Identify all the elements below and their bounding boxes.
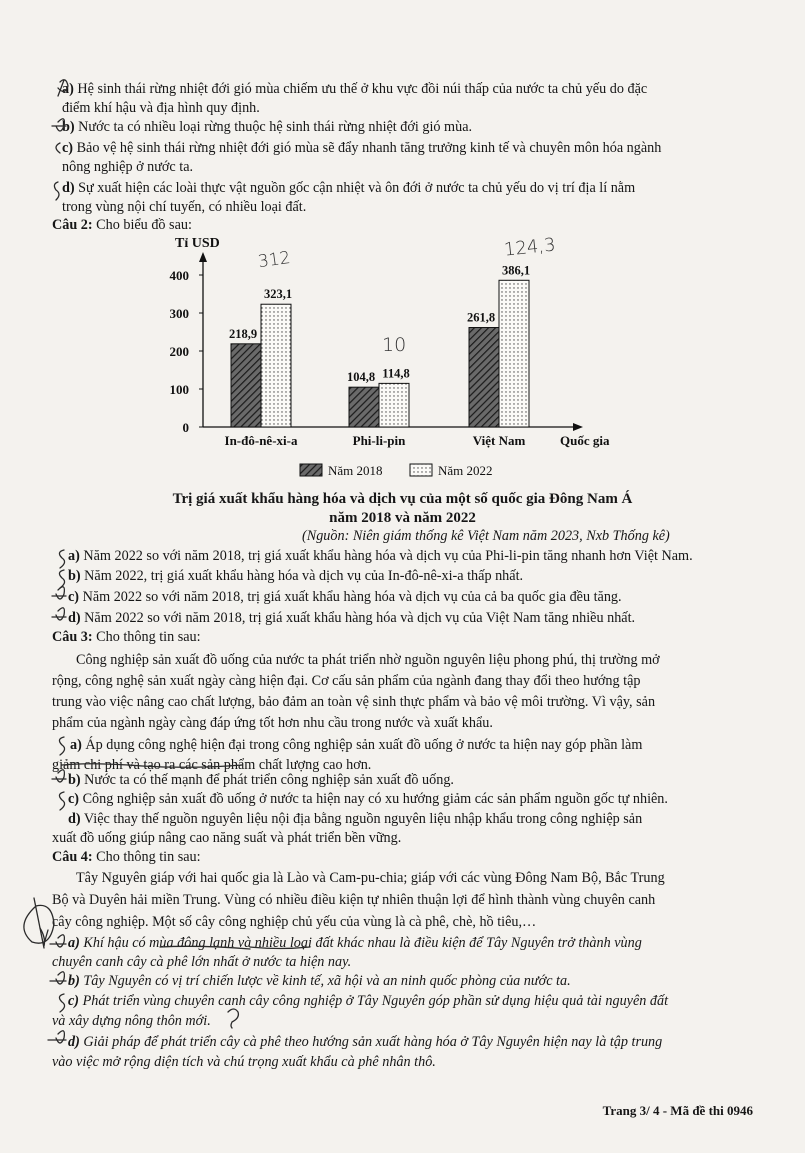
q3-para-line: Công nghiệp sản xuất đồ uống của nước ta phát triển nhờ nguồn nguyên liệu phong phú, thị trường mở [76,652,660,668]
data-label: 261,8 [466,310,496,325]
q1-item-b: b) Nước ta có nhiều loại rừng thuộc hệ sinh thái rừng nhiệt đới gió mùa. [62,119,473,135]
q2-item-a: a) Năm 2022 so với năm 2018, trị giá xuất khẩu hàng hóa và dịch vụ của Phi-li-pin tăng nhanh hơn Việt Nam. [68,548,693,564]
q3-para-line: rộng, công nghệ sản xuất ngày càng hiện đại. Cơ cấu sản phẩm của ngành đang thay đổi theo hướng tập [52,673,641,689]
q1-item-c-cont: nông nghiệp ở nước ta. [62,159,194,175]
pen-mark-q4-circle [24,898,54,948]
q1-item-d-cont: trong vùng nội chí tuyến, có nhiều loại đất. [62,199,307,215]
x-axis-label: Quốc gia [560,433,610,448]
chart-source: (Nguồn: Niên giám thống kê Việt Nam năm 2023, Nxb Thống kê) [302,528,670,544]
pen-mark-q2b [59,570,64,588]
q3-item-a-cont: giảm chi phí và tạo ra các sản phẩm chất lượng cao hơn. [52,757,372,773]
q2-item-b: b) Năm 2022, trị giá xuất khẩu hàng hóa và dịch vụ của In-đô-nê-xi-a thấp nhất. [68,568,524,584]
pen-mark-q2d [52,608,66,620]
pen-mark-q4d [48,1031,66,1043]
data-label: 386,1 [501,263,531,278]
q2-item-c: c) Năm 2022 so với năm 2018, trị giá xuất khẩu hàng hóa và dịch vụ của cả ba quốc gia đều tăng. [68,589,622,605]
chart-title-line2: năm 2018 và năm 2022 [329,510,476,526]
q4-para-line: Tây Nguyên giáp với hai quốc gia là Lào và Cam-pu-chia; giáp với các vùng Đông Nam Bộ, Bắc Trung [76,870,665,886]
legend-label-2022: Năm 2022 [438,463,493,478]
handwritten-note-philippines: 10 [382,334,407,356]
data-label: 323,1 [263,287,293,302]
q3-item-c: c) Công nghiệp sản xuất đồ uống ở nước ta hiện nay có xu hướng giảm các sản phẩm nguồn gốc tự nhiên. [68,791,668,807]
pen-mark-q2a [59,550,64,568]
pen-mark-q1b [52,119,66,131]
y-tick-label: 400 [169,268,189,283]
y-axis-label: Tỉ USD [175,236,220,251]
pen-mark-q1d [54,182,59,200]
x-tick-label: In-đô-nê-xi-a [224,433,298,448]
pen-mark-q1a [58,80,68,96]
y-tick-label: 100 [169,382,189,397]
q3-heading: Câu 3: Cho thông tin sau: [52,629,201,645]
pen-underline-q4a [160,946,310,949]
q1-item-a: a) Hệ sinh thái rừng nhiệt đới gió mùa chiếm ưu thế ở khu vực đồi núi thấp của nước ta chủ yếu do đặc [62,81,648,97]
pen-mark-q4a [50,935,66,947]
q4-item-d: d) Giải pháp để phát triển cây cà phê theo hướng sản xuất hàng hóa ở Tây Nguyên hiện nay là tập trung [68,1034,663,1050]
handwritten-note-indonesia: 312 [256,247,292,273]
data-label: 114,8 [382,366,410,381]
q4-heading: Câu 4: Cho thông tin sau: [52,849,201,865]
q4-para-line: Bộ và Duyên hải miền Trung. Vùng có nhiều điều kiện tự nhiên thuận lợi để hình thành vùng chuyên canh [52,892,656,908]
q4-item-c: c) Phát triển vùng chuyên canh cây công nghiệp ở Tây Nguyên góp phần sử dụng hiệu quả tài nguyên đất [68,993,669,1009]
x-tick-label: Phi-li-pin [352,433,406,448]
q3-para-line: trung vào việc nâng cao chất lượng, bảo đảm an toàn vệ sinh thực phẩm và bảo vệ môi trường. Vì vậy, sản [52,694,656,710]
q4-para-line: cây công nghiệp. Một số cây công nghiệp chủ yếu của vùng là cà phê, chè, hồ tiêu,… [52,914,537,930]
q3-para-line: phẩm của ngành ngày càng đáp ứng tốt hơn nhu cầu trong nước và xuất khẩu. [52,715,493,731]
q4-item-b: b) Tây Nguyên có vị trí chiến lược về kinh tế, xã hội và an ninh quốc phòng của nước ta. [68,973,571,989]
handwritten-note-vietnam: 124,3 [503,234,557,261]
legend-label-2018: Năm 2018 [328,463,383,478]
pen-mark-q4c [59,994,64,1012]
q3-item-d-cont: xuất đồ uống giúp nâng cao năng suất và phát triển bền vững. [52,830,402,846]
pen-question-mark [228,1009,238,1028]
pen-mark-q3b [52,770,66,782]
q4-item-a-cont: chuyên canh cây cà phê lớn nhất ở nước ta hiện nay. [52,954,352,970]
q3-item-b: b) Nước ta có thế mạnh để phát triển công nghiệp sản xuất đồ uống. [68,772,454,788]
pen-mark-q4b [50,972,66,984]
q2-heading: Câu 2: Cho biểu đồ sau: [52,217,192,233]
pen-mark-q3c [59,792,64,810]
q4-item-c-cont: và xây dựng nông thôn mới. [52,1013,211,1029]
pen-underline-q3a [62,764,242,768]
q1-item-c: c) Bảo vệ hệ sinh thái rừng nhiệt đới gió mùa sẽ đẩy nhanh tăng trưởng kinh tế và chuyên môn hóa ngành [62,140,662,156]
data-label: 218,9 [228,326,258,341]
y-tick-label: 200 [169,344,189,359]
page-footer: Trang 3/ 4 - Mã đề thi 0946 [602,1103,753,1118]
pen-mark-q1c [56,143,60,153]
data-label: 104,8 [346,370,376,385]
q1-item-a-cont: điểm khí hậu và địa hình quy định. [62,100,260,116]
y-tick-label: 0 [182,420,189,435]
q4-item-d-cont: vào việc mở rộng diện tích và chú trọng xuất khẩu cà phê nhân thô. [52,1054,436,1070]
pen-mark-q3a [59,737,64,755]
chart-title-line1: Trị giá xuất khẩu hàng hóa và dịch vụ của một số quốc gia Đông Nam Á [172,491,633,507]
x-tick-label: Việt Nam [472,433,526,448]
q2-item-d: d) Năm 2022 so với năm 2018, trị giá xuất khẩu hàng hóa và dịch vụ của Việt Nam tăng nhiều nhất. [68,610,636,626]
q4-item-a: a) Khí hậu có mùa đông lạnh và nhiều loại đất khác nhau là điều kiện để Tây Nguyên trở thành vùng [68,935,642,951]
y-tick-label: 300 [169,306,189,321]
pen-mark-q2c [52,587,66,599]
q1-item-d: d) Sự xuất hiện các loài thực vật nguồn gốc cận nhiệt và ôn đới ở nước ta chủ yếu do vị trí địa lí nằm [62,180,636,196]
q3-item-a: a) Áp dụng công nghệ hiện đại trong công nghiệp sản xuất đồ uống ở nước ta hiện nay góp phần làm [70,737,643,753]
q3-item-d: d) Việc thay thế nguồn nguyên liệu nội địa bằng nguồn nguyên liệu nhập khẩu trong công nghiệp sản [68,811,643,827]
